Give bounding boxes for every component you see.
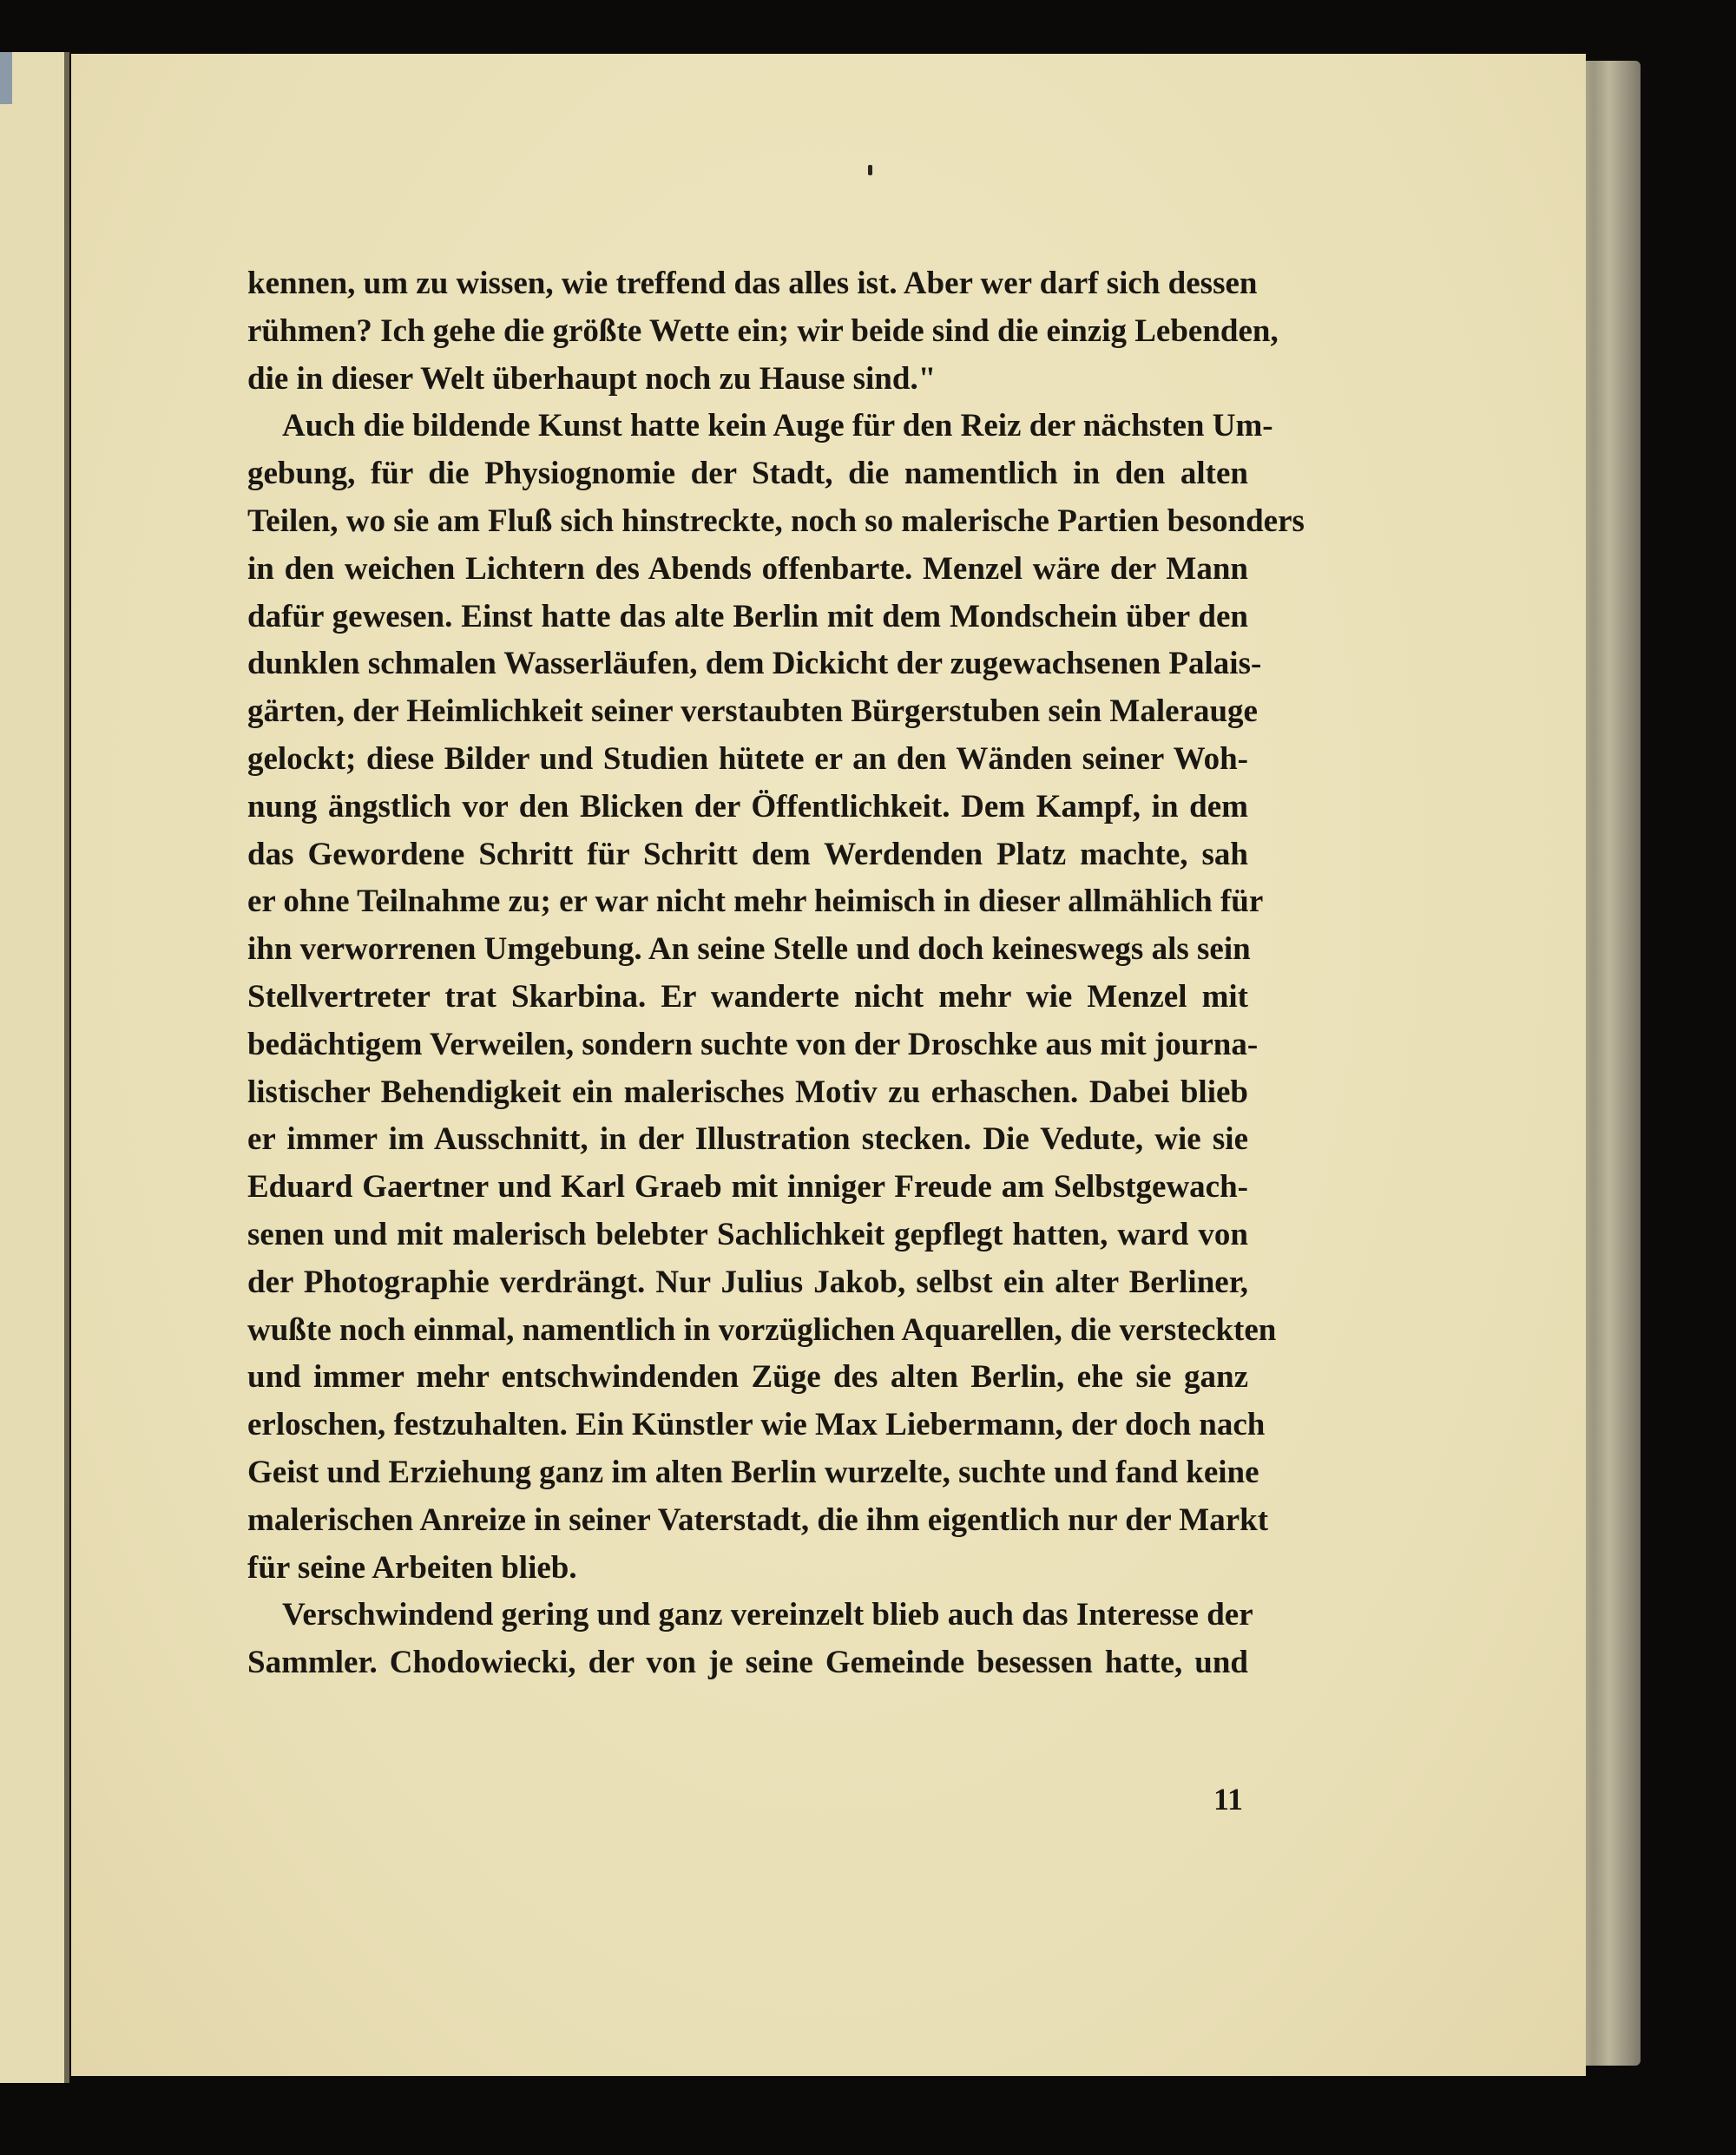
text-line: kennen, um zu wissen, wie treffend das alles ist. Aber wer darf sich dessen: [247, 266, 1258, 301]
text-line: gelockt; diese Bilder und Studien hütete er an den Wänden seiner Woh-: [247, 740, 1248, 777]
text-line: gärten, der Heimlichkeit seiner verstaubten Bürgerstuben sein Malerauge: [247, 693, 1258, 730]
ink-mark: [868, 165, 872, 175]
text-line: Geist und Erziehung ganz im alten Berlin wurzelte, suchte und fand keine: [247, 1454, 1259, 1490]
text-line: wußte noch einmal, namentlich in vorzüglichen Aquarellen, die versteckten: [247, 1311, 1277, 1348]
text-line: erloschen, festzuhalten. Ein Künstler wie Max Liebermann, der doch nach: [247, 1407, 1266, 1443]
text-line: und immer mehr entschwindenden Züge des alten Berlin, ehe sie ganz: [247, 1359, 1248, 1396]
text-line: rühmen? Ich gehe die größte Wette ein; wir beide sind die einzig Lebenden,: [247, 312, 1279, 349]
page-number: 11: [1213, 1782, 1244, 1817]
text-line: malerischen Anreize in seiner Vaterstadt, die ihm eigentlich nur der Markt: [247, 1501, 1269, 1538]
text-line: die in dieser Welt überhaupt noch zu Hause sind.": [247, 360, 937, 397]
text-line: Eduard Gaertner und Karl Graeb mit inniger Freude am Selbstgewach-: [247, 1169, 1248, 1206]
text-line: Teilen, wo sie am Fluß sich hinstreckte, noch so malerische Partien besonders: [247, 503, 1305, 539]
text-line: dafür gewesen. Einst hatte das alte Berlin mit dem Mondschein über den: [247, 598, 1248, 634]
text-line: der Photographie verdrängt. Nur Julius Jakob, selbst ein alter Berliner,: [247, 1264, 1248, 1300]
text-line: nung ängstlich vor den Blicken der Öffentlichkeit. Dem Kampf, in dem: [247, 788, 1248, 825]
text-line: ihn verworrenen Umgebung. An seine Stelle und doch keineswegs als sein: [247, 931, 1251, 968]
text-line: senen und mit malerisch belebter Sachlichkeit gepflegt hatten, ward von: [247, 1216, 1248, 1252]
text-line: Stellvertreter trat Skarbina. Er wanderte nicht mehr wie Menzel mit: [247, 978, 1248, 1015]
text-line: Verschwindend gering und ganz vereinzelt blieb auch das Interesse der: [282, 1597, 1253, 1633]
text-line: Auch die bildende Kunst hatte kein Auge für den Reiz der nächsten Um-: [282, 408, 1273, 444]
text-line: bedächtigem Verweilen, sondern suchte von der Droschke aus mit journa-: [247, 1026, 1259, 1062]
text-line: Sammler. Chodowiecki, der von je seine Gemeinde besessen hatte, und: [247, 1645, 1248, 1681]
text-line: in den weichen Lichtern des Abends offenbarte. Menzel wäre der Mann: [247, 550, 1248, 587]
cover-edge: [0, 52, 12, 104]
text-line: für seine Arbeiten blieb.: [247, 1549, 577, 1586]
text-line: das Gewordene Schritt für Schritt dem Werdenden Platz machte, sah: [247, 836, 1248, 872]
text-line: listischer Behendigkeit ein malerisches Motiv zu erhaschen. Dabei blieb: [247, 1074, 1248, 1110]
body-text: [247, 260, 1305, 1687]
text-line: er ohne Teilnahme zu; er war nicht mehr heimisch in dieser allmählich für: [247, 884, 1264, 920]
text-line: dunklen schmalen Wasserläufen, dem Dickicht der zugewachsenen Palais-: [247, 646, 1262, 682]
text-line: gebung, für die Physiognomie der Stadt, die namentlich in den alten: [247, 456, 1248, 492]
text-line: er immer im Ausschnitt, in der Illustration stecken. Die Vedute, wie sie: [247, 1121, 1248, 1158]
left-page-edge: [0, 52, 69, 2083]
